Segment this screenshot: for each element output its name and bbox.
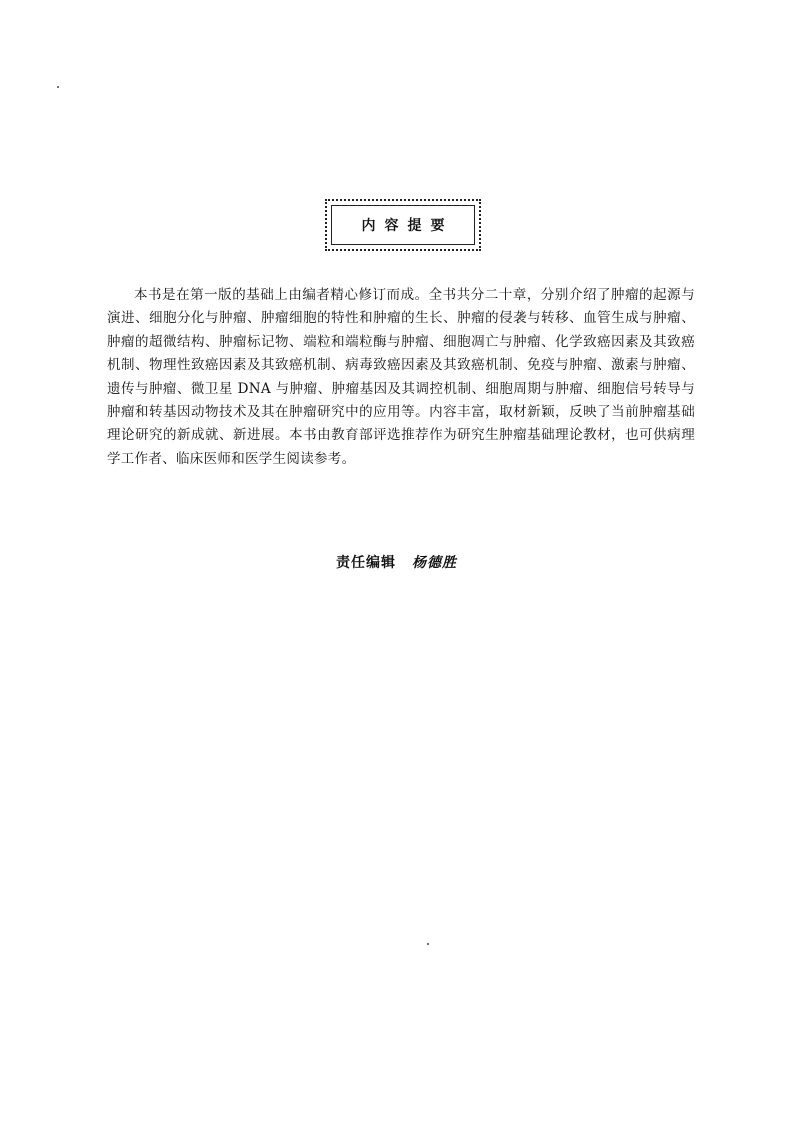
editor-label: 责任编辑: [336, 555, 396, 571]
editor-name: 杨德胜: [412, 555, 457, 571]
summary-title: 内容提要: [361, 218, 454, 234]
scan-speck: [427, 943, 429, 945]
scan-speck: [57, 86, 59, 88]
summary-title-frame: [325, 199, 481, 251]
summary-title-inner-frame: [331, 205, 475, 245]
summary-paragraph: 本书是在第一版的基础上由编者精心修订而成。全书共分二十章，分别介绍了肿瘤的起源与演进、细胞分化与肿瘤、肿瘤细胞的特性和肿瘤的生长、肿瘤的侵袭与转移、血管生成与肿瘤、肿瘤的超微结构、肿瘤标记物、端粒和端粒酶与肿瘤、细胞凋亡与肿瘤、化学致癌因素及其致癌机制、物理性致癌因素及其致癌机制、病毒致癌因素及其致癌机制、免疫与肿瘤、激素与肿瘤、遗传与肿瘤、微卫星 DNA 与肿瘤、肿瘤基因及其调控机制、细胞周期与肿瘤、细胞信号转导与肿瘤和转基因动物技术及其在肿瘤研究中的应用等。内容丰富，取材新颖，反映了当前肿瘤基础理论研究的新成就、新进展。本书由教育部评选推荐作为研究生肿瘤基础理论教材，也可供病理学工作者、临床医师和医学生阅读参考。: [107, 287, 695, 467]
responsible-editor: [0, 552, 793, 572]
